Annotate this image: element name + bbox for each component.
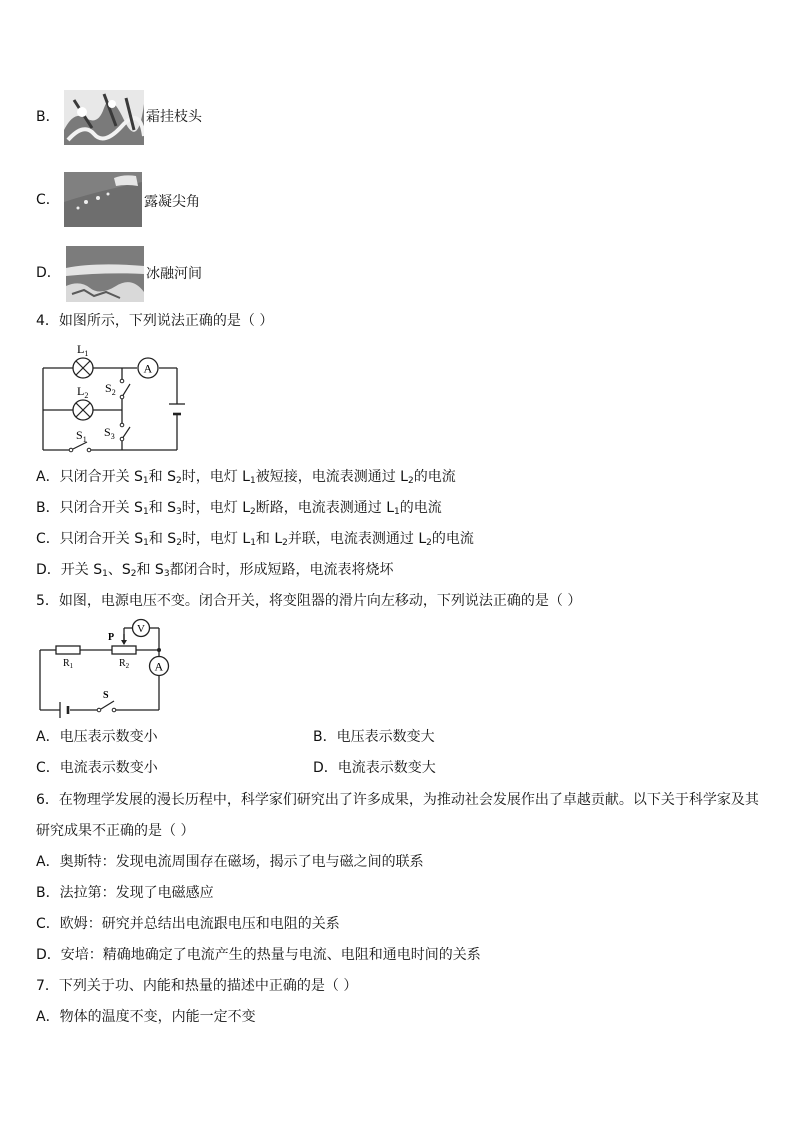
q4-option-a: A．只闭合开关 $S_1$和 $S_2$时，电灯 $L_1$被短接，电流表测通过 $L_2$的电流 [36, 469, 456, 486]
switch-s-label: S [103, 690, 109, 701]
lamp-l1-label: $L_1$ [77, 342, 89, 358]
frost-on-branches-photo [64, 90, 144, 145]
switch-s-icon [97, 701, 116, 712]
switch-s2-icon [120, 379, 130, 399]
switch-s3-label: $S_3$ [104, 425, 115, 441]
svg-text:A: A [154, 659, 164, 674]
lamp-l1-icon [73, 358, 93, 378]
option-caption: 冰融河间 [146, 266, 202, 282]
frost-image-icon [64, 90, 144, 145]
battery-icon [60, 702, 68, 718]
resistor-r2-label: $R_2$ [119, 658, 130, 670]
dew-image-icon [64, 172, 142, 227]
option-label: D． [36, 265, 61, 281]
q6-option-d: D．安培：精确地确定了电流产生的热量与电流、电阻和通电时间的关系 [36, 947, 481, 963]
slider-arrow-icon [121, 634, 127, 645]
resistor-r1-label: $R_1$ [63, 658, 74, 670]
svg-text:V: V [137, 623, 145, 635]
q5-stem: 5．如图，电源电压不变。闭合开关，将变阻器的滑片向左移动，下列说法正确的是（ ） [36, 593, 582, 609]
switch-s1-icon [69, 442, 91, 452]
option-label: C． [36, 192, 60, 208]
q4-option-d: D．开关 $S_1$、$S_2$和 $S_3$都闭合时，形成短路，电流表将烧坏 [36, 562, 394, 579]
switch-s2-label: $S_2$ [105, 381, 116, 397]
q4-option-b: B．只闭合开关 $S_1$和 $S_3$时，电灯 $L_2$断路，电流表测通过 $L_1$的电流 [36, 500, 442, 517]
ice-river-image-icon [66, 246, 144, 302]
rheostat-r2-icon [112, 646, 136, 654]
q7-stem: 7．下列关于功、内能和热量的描述中正确的是（ ） [36, 978, 358, 994]
switch-s3-icon [120, 423, 130, 441]
dew-on-leaf-tip-photo [64, 172, 142, 227]
switch-s1-label: $S_1$ [76, 428, 87, 444]
ice-melting-river-photo [66, 246, 144, 302]
option-caption: 霜挂枝头 [146, 109, 202, 125]
q5-option-a: A．电压表示数变小 [36, 729, 158, 745]
q4-stem: 4．如图所示，下列说法正确的是（ ） [36, 313, 274, 329]
lamp-l2-label: $L_2$ [77, 384, 89, 400]
q6-option-a: A．奥斯特：发现电流周围存在磁场，揭示了电与磁之间的联系 [36, 854, 424, 870]
q6-stem-line1: 6．在物理学发展的漫长历程中，科学家们研究出了许多成果，为推动社会发展作出了卓越贡献。以下关于科学家及其 [36, 792, 759, 808]
q5-option-b: B．电压表示数变大 [313, 729, 435, 745]
slider-p-label: P [108, 632, 115, 643]
battery-icon [169, 404, 185, 414]
q5-circuit-diagram [36, 618, 176, 722]
option-caption: 露凝尖角 [144, 194, 200, 210]
voltmeter-icon [133, 620, 150, 637]
q6-option-b: B．法拉第：发现了电磁感应 [36, 885, 214, 901]
q6-option-c: C．欧姆：研究并总结出电流跟电压和电阻的关系 [36, 916, 340, 932]
option-label: B． [36, 109, 60, 125]
ammeter-icon [150, 657, 169, 676]
svg-text:A: A [143, 361, 153, 376]
q5-option-c: C．电流表示数变小 [36, 760, 158, 776]
q7-option-a: A．物体的温度不变，内能一定不变 [36, 1009, 256, 1025]
q5-option-d: D．电流表示数变大 [313, 760, 436, 776]
ammeter-icon [138, 358, 158, 378]
lamp-l2-icon [73, 400, 93, 420]
q4-circuit-diagram [40, 338, 190, 456]
resistor-r1-icon [56, 646, 80, 654]
q4-option-c: C．只闭合开关 $S_1$和 $S_2$时，电灯 $L_1$和 $L_2$并联，电流表测通过 $L_2$的电流 [36, 531, 474, 548]
q6-stem-line2: 研究成果不正确的是（ ） [36, 823, 195, 839]
